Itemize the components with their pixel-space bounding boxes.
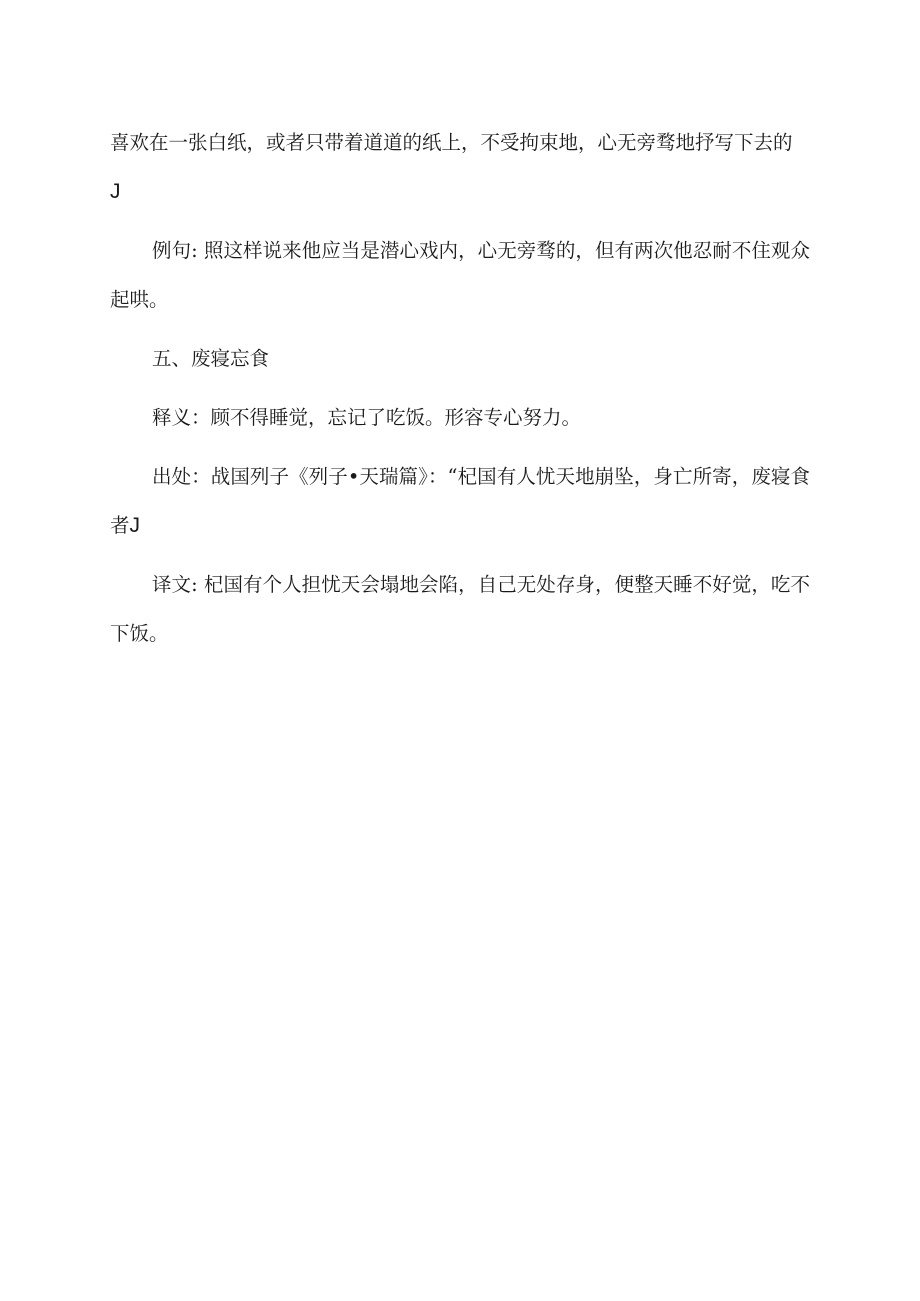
section-heading (110, 334, 810, 383)
paragraph-text: 喜欢在一张白纸，或者只带着道道的纸上，不受拘束地，心无旁骛地抒写下去的 (110, 131, 793, 154)
paragraph-translation (110, 560, 810, 658)
paragraph-example (110, 226, 810, 324)
body-text (110, 118, 810, 668)
heading-text: 五、废寝忘食 (152, 347, 270, 370)
paragraph-continuation (110, 118, 810, 216)
paragraph-text: 译文: 杞国有个人担忧天会塌地会陷，自己无处存身，便整天睡不好觉，吃不下饭。 (110, 573, 810, 645)
closing-quote-mark: J (129, 514, 141, 537)
paragraph-source (110, 452, 810, 550)
paragraph-definition (110, 393, 810, 442)
paragraph-text: 出处：战国列子《列子•天瑞篇》：“杞国有人忧天地崩坠，身亡所寄，废寝食者 (110, 465, 810, 537)
closing-quote-mark: J (110, 180, 121, 203)
paragraph-text: 释义：顾不得睡觉，忘记了吃饭。形容专心努力。 (152, 406, 582, 429)
paragraph-text: 例句: 照这样说来他应当是潜心戏内，心无旁骛的，但有两次他忍耐不住观众起哄。 (110, 239, 810, 311)
